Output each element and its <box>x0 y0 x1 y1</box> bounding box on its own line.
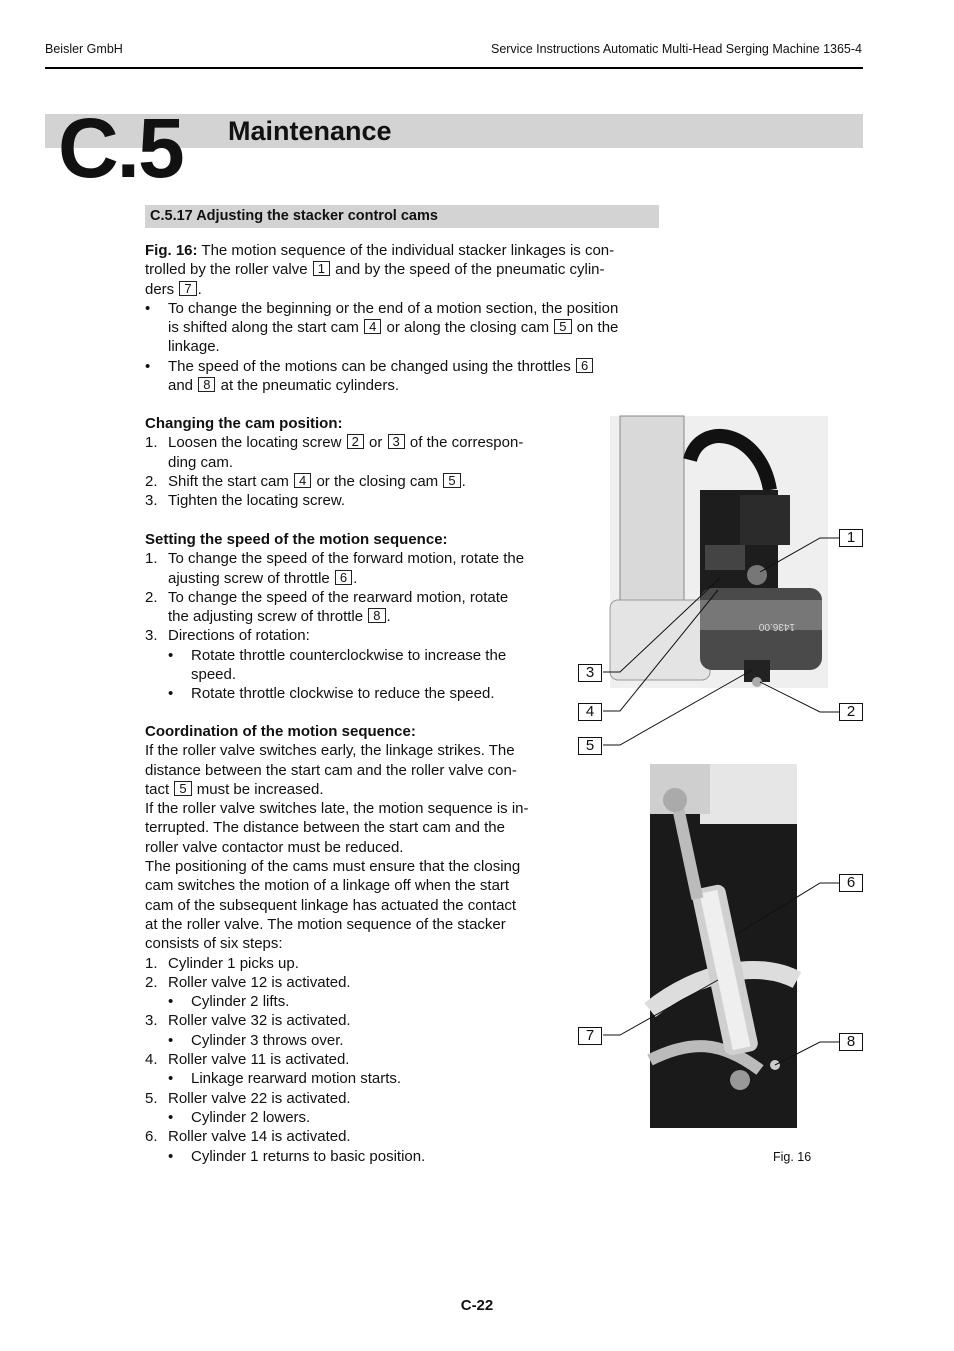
chapter-title: Maintenance <box>228 116 392 146</box>
list-item: 6. Roller valve 14 is activated. <box>145 1128 351 1146</box>
callout-1: 1 <box>839 529 863 547</box>
list-item: 3. Roller valve 32 is activated. <box>145 1012 351 1030</box>
coordination-block: Coordination of the motion sequence: If the roller valve switches early, the linkage strikes. The distance between the start cam and the roller valve con- tact 5 must be increased. If the roller valve switches late, the motion sequence is in- terrupted. The distance between the start cam and the roller valve contactor must be reduced. The positioning of the cams must ensure that the closing cam switches the motion of a linkage off when the start cam of the subsequent linkage has actuated the contact at the roller valve. The motion sequence of the stacker consists of six steps: 1. Cylinder 1 picks up. 2. Roller valve 12 is activated. • Cylinder 2 lifts. 3. Roller valve 32 is activated. • Cylinder 3 throws over. 4. Roller valve 11 is activated. • Linkage rearward motion starts. 5. Roller valve 22 is activated. • Cylinder 2 lowers. 6. Roller valve 14 is activated. • Cylinder 1 returns to basic position. <box>145 722 565 1166</box>
list-item: • Cylinder 3 throws over. <box>168 1031 344 1049</box>
cylinder-photo <box>650 764 797 1128</box>
list-item: • Cylinder 1 returns to basic position. <box>168 1147 426 1165</box>
coordination-heading: Coordination of the motion sequence: <box>145 723 416 740</box>
photo-label: 1436.00 <box>758 621 795 632</box>
list-item: 5. Roller valve 22 is activated. <box>145 1089 351 1107</box>
list-item: 2. Shift the start cam 4 or the closing cam 5 . <box>145 472 466 490</box>
list-item: 2. To change the speed of the rearward motion, rotate the adjusting screw of throttle 8 . <box>145 588 509 626</box>
list-item: 2. Roller valve 12 is activated. <box>145 973 351 991</box>
ref-box: 5 <box>554 319 571 334</box>
list-item: 1. Cylinder 1 picks up. <box>145 954 299 972</box>
list-item: 1. Loosen the locating screw 2 or 3 of the correspon- ding cam. <box>145 434 524 471</box>
ref-box: 5 <box>443 473 460 488</box>
figure-caption: Fig. 16 <box>773 1150 812 1164</box>
list-item: 3. Tighten the locating screw. <box>145 492 346 510</box>
ref-box: 2 <box>347 434 364 449</box>
ref-box: 4 <box>364 319 381 334</box>
ref-box: 5 <box>174 781 191 796</box>
list-item: • To change the beginning or the end of a motion section, the position is shifted along the start cam 4 or along the closing cam 5 on the linkage. <box>145 299 619 356</box>
callout-8: 8 <box>839 1033 863 1051</box>
cam-heading: Changing the cam position: <box>145 415 343 432</box>
header-company: Beisler GmbH <box>45 42 123 56</box>
ref-box: 3 <box>388 434 405 449</box>
callout-6: 6 <box>839 874 863 892</box>
callout-7: 7 <box>578 1027 602 1045</box>
ref-box: 4 <box>294 473 311 488</box>
list-item: • Linkage rearward motion starts. <box>168 1070 402 1088</box>
ref-box: 6 <box>335 570 352 585</box>
page-number: C-22 <box>460 1297 494 1314</box>
header-document-title: Service Instructions Automatic Multi-Head Serging Machine 1365-4 <box>490 42 862 56</box>
callout-3: 3 <box>578 664 602 682</box>
list-item: • Rotate throttle counterclockwise to increase the speed. <box>168 646 507 684</box>
list-item: • Rotate throttle clockwise to reduce the speed. <box>168 685 495 703</box>
list-item: 1. To change the speed of the forward motion, rotate the ajusting screw of throttle 6 . <box>145 550 525 587</box>
callout-5: 5 <box>578 737 602 755</box>
ref-box: 6 <box>576 358 593 373</box>
callout-4: 4 <box>578 703 602 721</box>
ref-box: 8 <box>368 608 385 623</box>
ref-box: 1 <box>313 261 330 276</box>
speed-heading: Setting the speed of the motion sequence: <box>145 531 448 548</box>
chapter-number: C.5 <box>58 101 183 195</box>
list-item: 3. Directions of rotation: <box>145 627 310 645</box>
intro-block: Fig. 16: The motion sequence of the individual stacker linkages is con- trolled by the roller valve 1 and by the speed of the pneumatic cylin- ders 7 . • To change the beginning or the end of a motion section, the position is shifted along the start cam 4 or along the closing cam 5 on the linkage. • The speed of the motions can be changed using the throttles 6 and 8 at the pneumatic cylinders. <box>145 241 665 395</box>
fig-reference: Fig. 16: <box>145 242 198 259</box>
ref-box: 8 <box>198 377 215 392</box>
list-item: • Cylinder 2 lifts. <box>168 993 290 1011</box>
list-item: • The speed of the motions can be changed using the throttles 6 and 8 at the pneumatic cylinders. <box>145 357 665 396</box>
list-item: 4. Roller valve 11 is activated. <box>145 1051 350 1069</box>
section-title: C.5.17 Adjusting the stacker control cams <box>150 208 438 224</box>
ref-box: 7 <box>179 281 196 296</box>
list-item: • Cylinder 2 lowers. <box>168 1108 311 1126</box>
callout-2: 2 <box>839 703 863 721</box>
